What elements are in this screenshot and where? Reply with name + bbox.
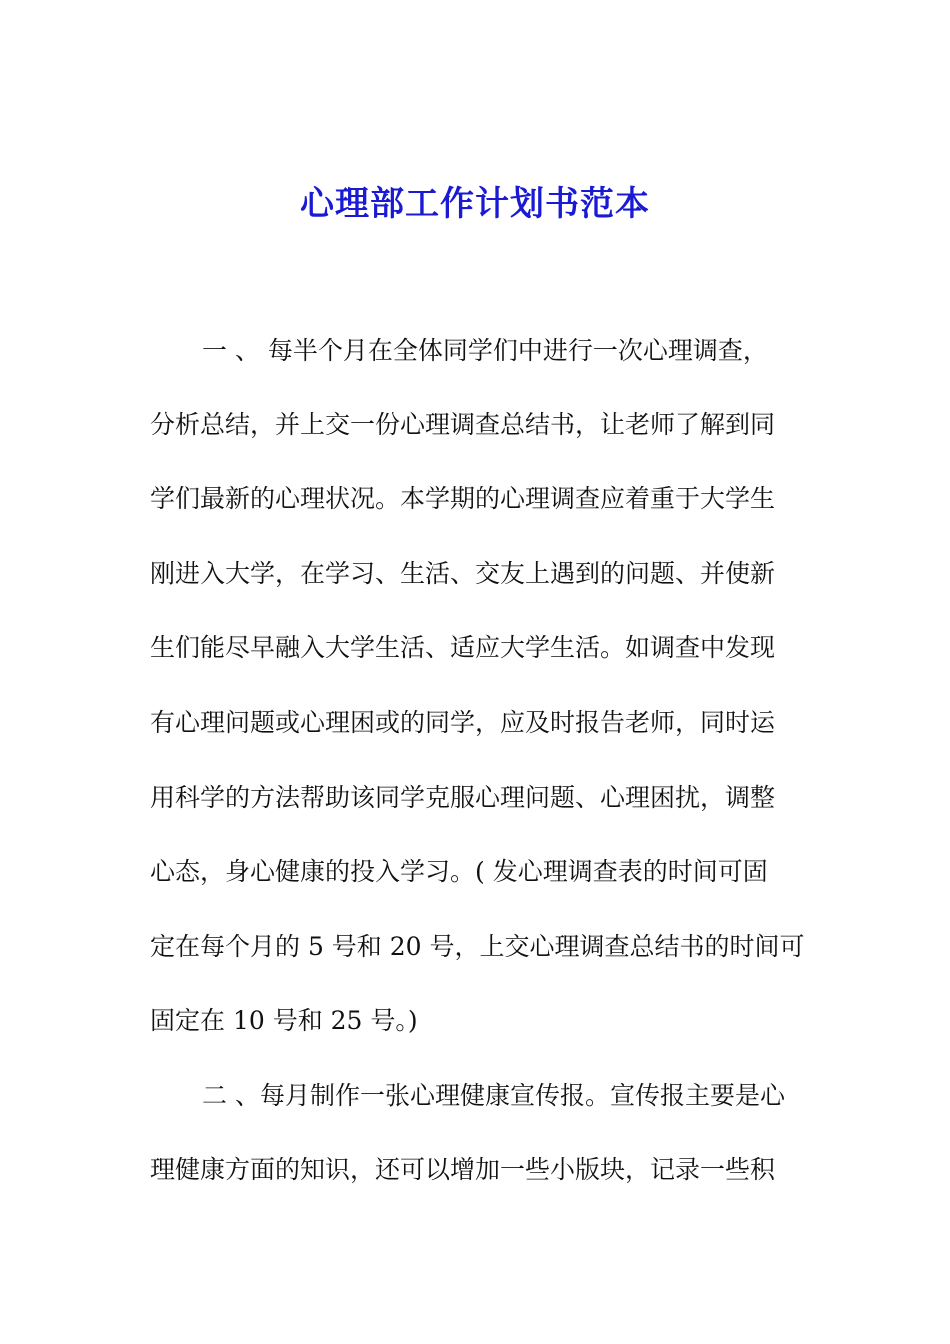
- paragraph-line: 二 、每月制作一张心理健康宣传报。宣传报主要是心: [202, 1081, 785, 1110]
- paragraph-line: 固定在 10 号和 25 号。): [150, 1006, 418, 1035]
- paragraph-line: 用科学的方法帮助该同学克服心理问题、心理困扰，调整: [150, 783, 776, 812]
- paragraph-line: 学们最新的心理状况。本学期的心理调查应着重于大学生: [150, 484, 776, 513]
- paragraph-line: 分析总结，并上交一份心理调查总结书，让老师了解到同: [150, 410, 776, 439]
- paragraph-line: 刚进入大学，在学习、生活、交友上遇到的问题、并使新: [150, 559, 776, 588]
- paragraph-line: 有心理问题或心理困或的同学，应及时报告老师，同时运: [150, 708, 776, 737]
- paragraph-line: 一 、 每半个月在全体同学们中进行一次心理调查，: [202, 336, 768, 365]
- paragraph-line: 理健康方面的知识，还可以增加一些小版块，记录一些积: [150, 1155, 776, 1184]
- paragraph-line: 定在每个月的 5 号和 20 号，上交心理调查总结书的时间可: [150, 932, 805, 961]
- paragraph-line: 心态，身心健康的投入学习。( 发心理调查表的时间可固: [150, 857, 768, 886]
- paragraph-line: 生们能尽早融入大学生活、适应大学生活。如调查中发现: [150, 633, 776, 662]
- document-title: 心理部工作计划书范本: [300, 184, 650, 224]
